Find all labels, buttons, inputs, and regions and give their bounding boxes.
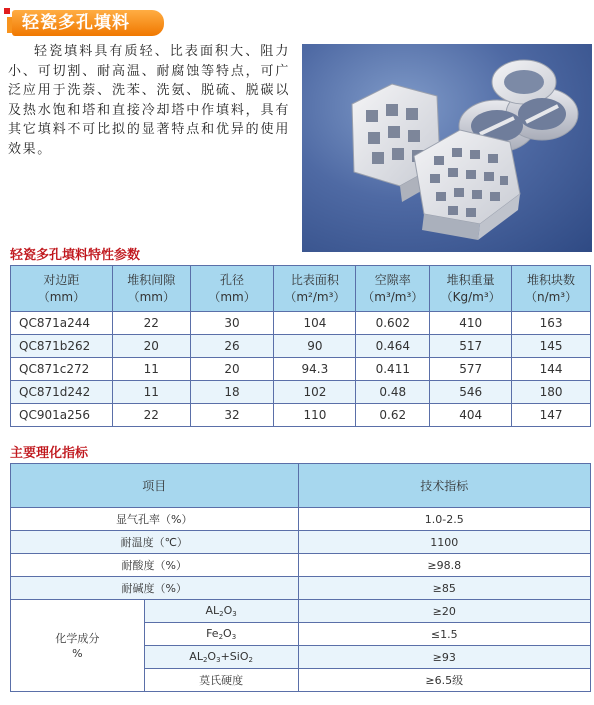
spec-table-row <box>11 381 591 404</box>
spec-value-cell: 20 <box>190 358 274 381</box>
spec-value-cell: 110 <box>274 404 356 427</box>
spec-value-cell: 90 <box>274 335 356 358</box>
property-row <box>11 531 591 554</box>
spec-table-row <box>11 312 591 335</box>
spec-value-cell: 0.62 <box>356 404 430 427</box>
header-unit: （m³/m³） <box>362 289 424 304</box>
property-value-cell: 1.0-2.5 <box>298 508 590 531</box>
header-label: 孔径 <box>220 272 245 287</box>
spec-value-cell: 104 <box>274 312 356 335</box>
spec-value-cell: 546 <box>430 381 512 404</box>
spec-value-cell: 147 <box>512 404 591 427</box>
spec-table-header-row <box>11 266 591 312</box>
property-table-header-row <box>11 464 591 508</box>
chem-group-cell <box>11 600 145 692</box>
header-unit: （mm） <box>37 289 86 304</box>
spec-header-cell <box>190 266 274 312</box>
header-label: 对边距 <box>43 272 80 287</box>
header-label: 空隙率 <box>374 272 411 287</box>
header-label: 堆积重量 <box>446 272 495 287</box>
property-header-item: 项目 <box>11 464 299 508</box>
chem-value-cell: ≥20 <box>298 600 590 623</box>
property-table-body <box>11 508 591 692</box>
spec-value-cell: 180 <box>512 381 591 404</box>
header-label: 堆积块数 <box>527 272 576 287</box>
spec-value-cell: 11 <box>112 381 190 404</box>
property-name-cell: 耐温度（℃） <box>11 531 299 554</box>
spec-value-cell: 94.3 <box>274 358 356 381</box>
spec-header-cell <box>112 266 190 312</box>
property-name-cell: 耐碱度（%） <box>11 577 299 600</box>
spec-value-cell: 145 <box>512 335 591 358</box>
ceramic-packing-illustration <box>302 44 592 252</box>
chem-component-cell: 莫氏硬度 <box>144 669 298 692</box>
header-label: 比表面积 <box>290 272 339 287</box>
spec-value-cell: 30 <box>190 312 274 335</box>
spec-value-cell: 163 <box>512 312 591 335</box>
model-cell: QC901a256 <box>11 404 113 427</box>
model-cell: QC871d242 <box>11 381 113 404</box>
spec-table-row <box>11 404 591 427</box>
spec-table-title: 轻瓷多孔填料特性参数 <box>10 248 141 263</box>
spec-value-cell: 22 <box>112 404 190 427</box>
chem-component-cell: $AL_2O_3+SiO_2$ <box>144 646 298 669</box>
spec-value-cell: 577 <box>430 358 512 381</box>
page-title: 轻瓷多孔填料 <box>22 13 130 33</box>
spec-value-cell: 11 <box>112 358 190 381</box>
spec-value-cell: 20 <box>112 335 190 358</box>
property-name-cell: 显气孔率（%） <box>11 508 299 531</box>
spec-header-cell <box>356 266 430 312</box>
spec-value-cell: 0.602 <box>356 312 430 335</box>
chem-value-cell: ≥6.5级 <box>298 669 590 692</box>
property-name-cell: 耐酸度（%） <box>11 554 299 577</box>
spec-table-row <box>11 358 591 381</box>
spec-value-cell: 0.464 <box>356 335 430 358</box>
property-table-title: 主要理化指标 <box>10 446 89 461</box>
header-unit: （mm） <box>208 289 256 304</box>
model-cell: QC871a244 <box>11 312 113 335</box>
property-row <box>11 508 591 531</box>
chem-value-cell: ≥93 <box>298 646 590 669</box>
spec-value-cell: 144 <box>512 358 591 381</box>
header-unit: （n/m³） <box>524 289 578 304</box>
property-value-cell: ≥85 <box>298 577 590 600</box>
chem-component-cell: $Fe_2O_3$ <box>144 623 298 646</box>
packing-block-center <box>414 130 520 240</box>
spec-table-row <box>11 335 591 358</box>
section-header <box>4 8 168 38</box>
spec-table <box>10 265 591 427</box>
model-cell: QC871b262 <box>11 335 113 358</box>
model-cell: QC871c272 <box>11 358 113 381</box>
spec-value-cell: 26 <box>190 335 274 358</box>
intro-paragraph: 轻瓷填料具有质轻、比表面积大、阻力小、可切割、耐高温、耐腐蚀等特点，可广泛应用于洗萘、洗苯、洗氨、脱硫、脱碳以及热水饱和塔和直接冷却塔中作填料，具有其它填料不可比拟的显著特点和优异的使用效果。 <box>8 44 290 157</box>
chem-component-cell: $AL_2O_3$ <box>144 600 298 623</box>
header-unit: （Kg/m³） <box>440 289 501 304</box>
header-label: 堆积间隙 <box>127 272 176 287</box>
spec-value-cell: 22 <box>112 312 190 335</box>
chem-row <box>11 600 591 623</box>
spec-value-cell: 102 <box>274 381 356 404</box>
property-row <box>11 577 591 600</box>
chem-group-unit: % <box>72 646 83 660</box>
spec-header-cell <box>274 266 356 312</box>
spec-value-cell: 18 <box>190 381 274 404</box>
property-value-cell: ≥98.8 <box>298 554 590 577</box>
chem-group-label: 化学成分 <box>55 631 100 645</box>
spec-header-cell <box>11 266 113 312</box>
spec-header-cell <box>430 266 512 312</box>
spec-value-cell: 517 <box>430 335 512 358</box>
property-row <box>11 554 591 577</box>
product-photo <box>302 44 592 252</box>
spec-header-cell <box>512 266 591 312</box>
header-decoration-square <box>4 8 10 14</box>
spec-value-cell: 0.411 <box>356 358 430 381</box>
property-table <box>10 463 591 692</box>
spec-value-cell: 404 <box>430 404 512 427</box>
spec-value-cell: 32 <box>190 404 274 427</box>
header-unit: （mm） <box>127 289 175 304</box>
header-unit: （m²/m³） <box>284 289 346 304</box>
property-value-cell: 1100 <box>298 531 590 554</box>
chem-value-cell: ≤1.5 <box>298 623 590 646</box>
spec-value-cell: 0.48 <box>356 381 430 404</box>
property-header-spec: 技术指标 <box>298 464 590 508</box>
spec-table-body <box>11 312 591 427</box>
spec-value-cell: 410 <box>430 312 512 335</box>
